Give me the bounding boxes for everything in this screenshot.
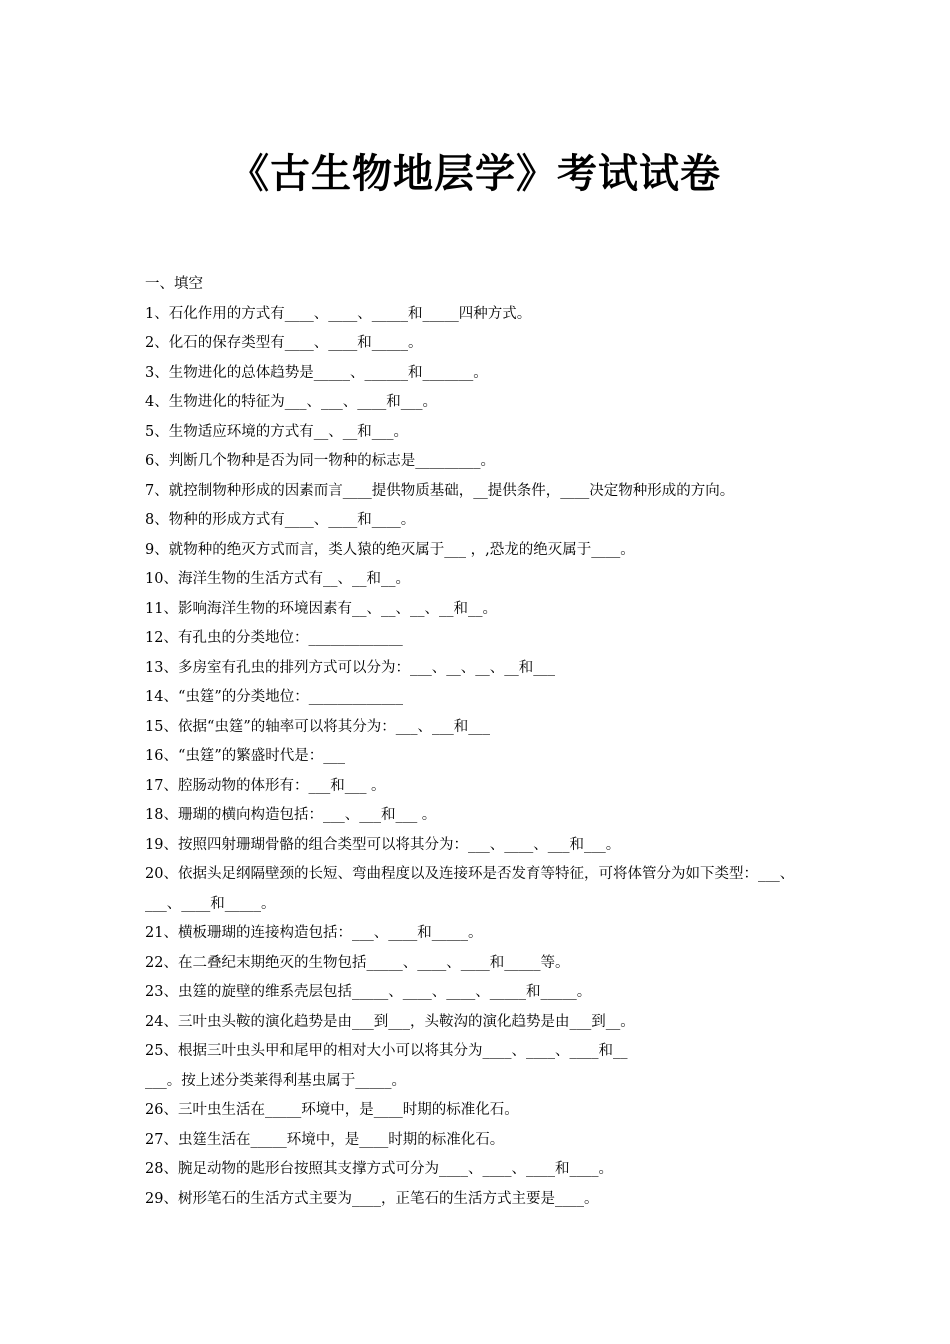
question-item: 11、影响海洋生物的环境因素有__、__、__、__和__。	[145, 600, 497, 617]
question-item: 26、三叶虫生活在_____环境中，是____时期的标准化石。	[145, 1102, 519, 1118]
question-item: 14、“虫筳”的分类地位：_____________	[145, 689, 404, 705]
question-item: 17、腔肠动物的体形有：___和___ 。	[145, 777, 386, 794]
document-title: 《古生物地层学》考试试卷	[229, 151, 721, 197]
question-item: 3、生物进化的总体趋势是_____、______和_______。	[145, 364, 488, 381]
question-item: 7、就控制物种形成的因素而言____提供物质基础，__提供条件，____决定物种形成的方向。	[145, 482, 735, 499]
question-item: 21、横板珊瑚的连接构造包括：___、____和_____。	[145, 925, 483, 941]
question-item: 15、依据“虫筳”的轴率可以将其分为：___、___和___	[145, 718, 491, 735]
question-item: 6、判断几个物种是否为同一物种的标志是_________。	[145, 453, 495, 469]
question-item: 2、化石的保存类型有____、____和_____。	[145, 335, 423, 351]
question-item: 28、腕足动物的匙形台按照其支撑方式可分为____、____、____和____。	[145, 1161, 613, 1177]
question-item: 4、生物进化的特征为___、___、____和___。	[145, 394, 437, 410]
question-item: 29、树形笔石的生活方式主要为____，正笔石的生活方式主要是____。	[145, 1190, 599, 1207]
fill-in-blank-section	[145, 270, 815, 1214]
question-item: 13、多房室有孔虫的排列方式可以分为：___、__、__、__和___	[145, 659, 555, 676]
question-item: 1、石化作用的方式有____、____、_____和_____四种方式。	[145, 305, 532, 322]
question-item: 25、根据三叶虫头甲和尾甲的相对大小可以将其分为____、____、____和__	[145, 1043, 628, 1059]
question-item: 18、珊瑚的横向构造包括：___、___和___ 。	[145, 807, 437, 823]
question-item: 20、依据头足纲隔壁颈的长短、弯曲程度以及连接环是否发育等特征，可将体管分为如下类型：___、___、____和_____。	[145, 866, 795, 912]
question-item: 23、虫筳的旋壁的维系壳层包括_____、____、____、_____和_____。	[145, 984, 592, 1000]
question-item: 12、有孔虫的分类地位：_____________	[145, 630, 403, 646]
question-item: 27、虫筳生活在_____环境中，是____时期的标准化石。	[145, 1131, 505, 1148]
question-item: 24、三叶虫头鞍的演化趋势是由___到___，头鞍沟的演化趋势是由___到__。	[145, 1013, 635, 1030]
question-item: 22、在二叠纪末期绝灭的生物包括_____、____、____和_____等。	[145, 954, 570, 971]
section-heading: 一、填空	[145, 276, 203, 292]
question-item: 19、按照四射珊瑚骨骼的组合类型可以将其分为：___、____、___和___。	[145, 836, 621, 853]
question-item: 16、“虫筳”的繁盛时代是：___	[145, 748, 346, 764]
question-item: ___。按上述分类莱得利基虫属于_____。	[145, 1072, 406, 1089]
question-item: 9、就物种的绝灭方式而言，类人猿的绝灭属于___ ，,恐龙的绝灭属于____。	[145, 541, 635, 558]
question-item: 10、海洋生物的生活方式有__、__和__。	[145, 571, 410, 587]
question-item: 8、物种的形成方式有____、____和____。	[145, 512, 416, 528]
question-item: 5、生物适应环境的方式有__、__和___。	[145, 423, 408, 440]
